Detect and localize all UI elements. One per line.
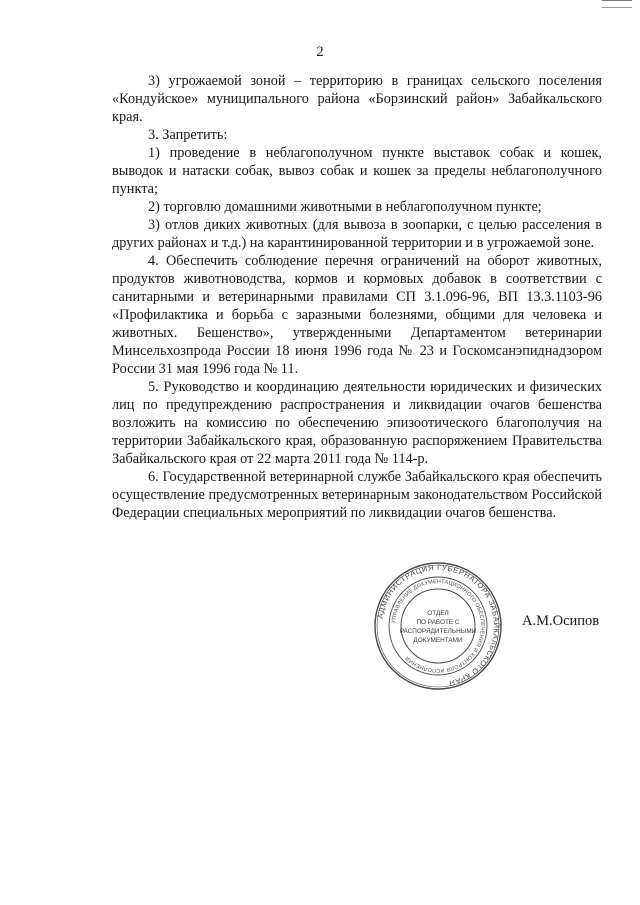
paragraph-threatened-zone: 3) угрожаемой зоной – территорию в границах сельского поселения «Кондуйское» муниципального района «Борзинский район» Забайкальского края.: [112, 73, 602, 125]
stamp-center-line: ОТДЕЛ: [427, 610, 449, 617]
scan-corner-mark: [602, 0, 632, 8]
paragraph-prohibit-trade: 2) торговлю домашними животными в неблагополучном пункте;: [148, 199, 542, 215]
stamp-center-line: РАСПОРЯДИТЕЛЬНЫМИ: [399, 628, 477, 635]
paragraph-prohibit-exhibitions: 1) проведение в неблагополучном пункте выставок собак и кошек, выводок и натаски собак, вывоз собак и кошек за пределы неблагополучного пункта;: [112, 145, 602, 197]
stamp-center-line: ПО РАБОТЕ С: [416, 619, 460, 626]
paragraph-restrictions: 4. Обеспечить соблюдение перечня ограничений на оборот животных, продуктов животноводства, кормов и кормовых добавок в соответствии с санитарными и ветеринарными правилами СП 3.1.096-96, ВП 13.3.1103-96 «Профилактика и борьба с заразными болезнями, общими для человека и животных. Бешенство», утвержденными Департаментом ветеринарии Минсельхозпрода России 18 июня 1996 года № 23 и Госкомсанэпиднадзором России 31 мая 1996 года № 11.: [112, 253, 602, 377]
stamp-seal: [373, 561, 503, 691]
stamp-outer-text: АДМИНИСТРАЦИЯ ГУБЕРНАТОРА ЗАБАЙКАЛЬСКОГО КРАЯ: [375, 562, 502, 688]
paragraph-prohibit-heading: 3. Запретить:: [148, 127, 228, 143]
paragraph-prohibit-capture: 3) отлов диких животных (для вывоза в зоопарки, с целью расселения в других районах и т.д.) на карантинированной территории и в угрожаемой зоне.: [112, 217, 602, 251]
page-number: 2: [316, 44, 324, 60]
stamp-center-line: ДОКУМЕНТАМИ: [413, 637, 463, 644]
stamp-middle-text: УПРАВЛЕНИЕ ДОКУМЕНТАЦИОННОГО ОБЕСПЕЧЕНИЯ И КОНТРОЛЯ ИСПОЛНЕНИЯ: [391, 578, 486, 674]
document-body: [112, 72, 602, 522]
official-stamp: [373, 561, 503, 691]
signatory-name: А.М.Осипов: [522, 613, 600, 629]
paragraph-coordination: 5. Руководство и координацию деятельности юридических и физических лиц по предупреждению распространения и ликвидации очагов бешенства возложить на комиссию по обеспечению эпизоотического благополучия на территории Забайкальского края, образованную распоряжением Правительства Забайкальского края от 22 марта 2011 года № 114-р.: [112, 379, 602, 467]
paragraph-vet-service: 6. Государственной ветеринарной службе Забайкальского края обеспечить осуществление предусмотренных ветеринарным законодательством Российской Федерации специальных мероприятий по ликвидации очагов бешенства.: [112, 469, 602, 521]
